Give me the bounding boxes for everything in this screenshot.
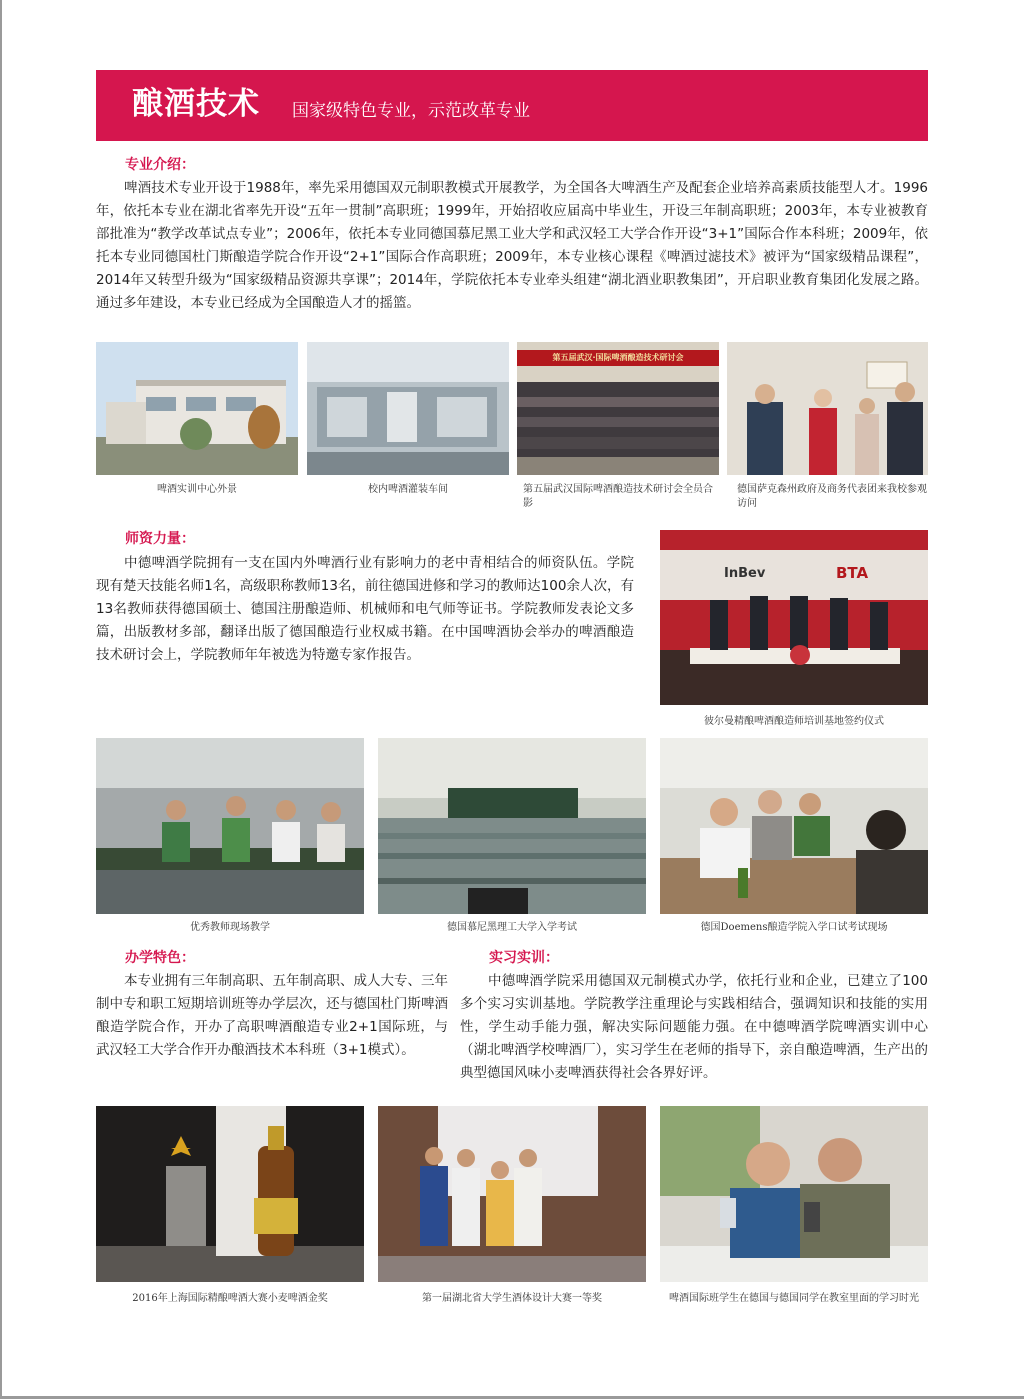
caption-filling-workshop: 校内啤酒灌装车间 <box>368 484 448 495</box>
faculty-heading: 师资力量： <box>125 531 195 547</box>
features-heading: 办学特色： <box>125 950 195 966</box>
photo-filling-workshop <box>307 342 509 475</box>
photo-liquor-design-award <box>378 1106 646 1282</box>
caption-munich-exam: 德国慕尼黑理工大学入学考试 <box>447 922 577 933</box>
sign-logo-left: InBev <box>724 566 766 581</box>
photo-seminar-group <box>517 342 719 475</box>
caption-germany-classroom: 啤酒国际班学生在德国与德国同学在教室里面的学习时光 <box>669 1293 919 1304</box>
caption-training-center: 啤酒实训中心外景 <box>157 484 237 495</box>
caption-doemens-oral-exam: 德国Doemens酿造学院入学口试考试现场 <box>700 922 888 933</box>
photo-germany-classroom <box>660 1106 928 1282</box>
practice-text: 中德啤酒学院采用德国双元制模式办学，依托行业和企业，已建立了100多个实习实训基地。学院教学注重理论与实践相结合，强调知识和技能的实用性，学生动手能力强，解决实际问题能力强。在中德啤酒学院啤酒实训中心（湖北啤酒学校啤酒厂），实习学生在老师的指导下，亲自酿造啤酒，生产出的典型德国风味小麦啤酒获得社会各界好评。 <box>460 973 928 1081</box>
sign-logo-right: BTA <box>836 564 869 582</box>
caption-gold-award-beer: 2016年上海国际精酿啤酒大赛小麦啤酒金奖 <box>132 1293 328 1304</box>
caption-onsite-teaching: 优秀教师现场教学 <box>190 922 270 933</box>
photo-gold-award-beer <box>96 1106 364 1282</box>
photo-doemens-oral-exam <box>660 738 928 914</box>
caption-saxony-visit: 德国萨克森州政府及商务代表团来我校参观访问 <box>737 484 927 509</box>
photo-munich-exam <box>378 738 646 914</box>
banner-title: 酿酒技术 <box>132 86 260 122</box>
caption-signing-ceremony: 彼尔曼精酿啤酒酿造师培训基地签约仪式 <box>704 716 884 727</box>
photo-signing-ceremony <box>660 530 928 705</box>
title-banner <box>96 70 928 141</box>
caption-liquor-design-award: 第一届湖北省大学生酒体设计大赛一等奖 <box>422 1293 602 1304</box>
features-text: 本专业拥有三年制高职、五年制高职、成人大专、三年制中专和职工短期培训班等办学层次，还与德国杜门斯啤酒酿造学院合作，开办了高职啤酒酿造专业2+1国际班，与武汉轻工大学合作开办酿酒技术本科班（3+1模式）。 <box>96 973 448 1058</box>
page-border-left <box>0 0 2 1399</box>
photo-saxony-visit <box>727 342 928 475</box>
banner-subtitle: 国家级特色专业，示范改革专业 <box>292 101 530 121</box>
practice-heading: 实习实训： <box>489 950 559 966</box>
photo-onsite-teaching <box>96 738 364 914</box>
intro-heading: 专业介绍： <box>125 157 195 173</box>
photo-training-center <box>96 342 298 475</box>
faculty-text: 中德啤酒学院拥有一支在国内外啤酒行业有影响力的老中青相结合的师资队伍。学院现有楚天技能名师1名，高级职称教师13名，前往德国进修和学习的教师达100余人次，有13名教师获得德国硕士、德国注册酿造师、机械师和电气师等证书。学院教师发表论文多篇，出版教材多部，翻译出版了德国酿造行业权威书籍。在中国啤酒协会举办的啤酒酿造技术研讨会上，学院教师年年被选为特邀专家作报告。 <box>96 555 634 663</box>
seminar-banner-text: 第五届武汉·国际啤酒酿造技术研讨会 <box>552 353 684 362</box>
caption-seminar-group: 第五届武汉国际啤酒酿造技术研讨会全员合影 <box>523 484 713 509</box>
intro-text: 啤酒技术专业开设于1988年，率先采用德国双元制职教模式开展教学，为全国各大啤酒生产及配套企业培养高素质技能型人才。1996年，依托本专业在湖北省率先开设“五年一贯制”高职班；1999年，开始招收应届高中毕业生，开设三年制高职班；2003年，本专业被教育部批准为“教学改革试点专业”；2006年，依托本专业同德国慕尼黑工业大学和武汉轻工大学合作开设“3+1”国际合作本科班；2009年，依托本专业同德国杜门斯酿造学院合作开设“2+1”国际合作高职班；2009年，本专业核心课程《啤酒过滤技术》被评为“国家级精品课程”，2014年又转型升级为“国家级精品资源共享课”；2014年，学院依托本专业牵头组建“湖北酒业职教集团”，开启职业教育集团化发展之路。通过多年建设，本专业已经成为全国酿造人才的摇篮。 <box>96 180 928 311</box>
